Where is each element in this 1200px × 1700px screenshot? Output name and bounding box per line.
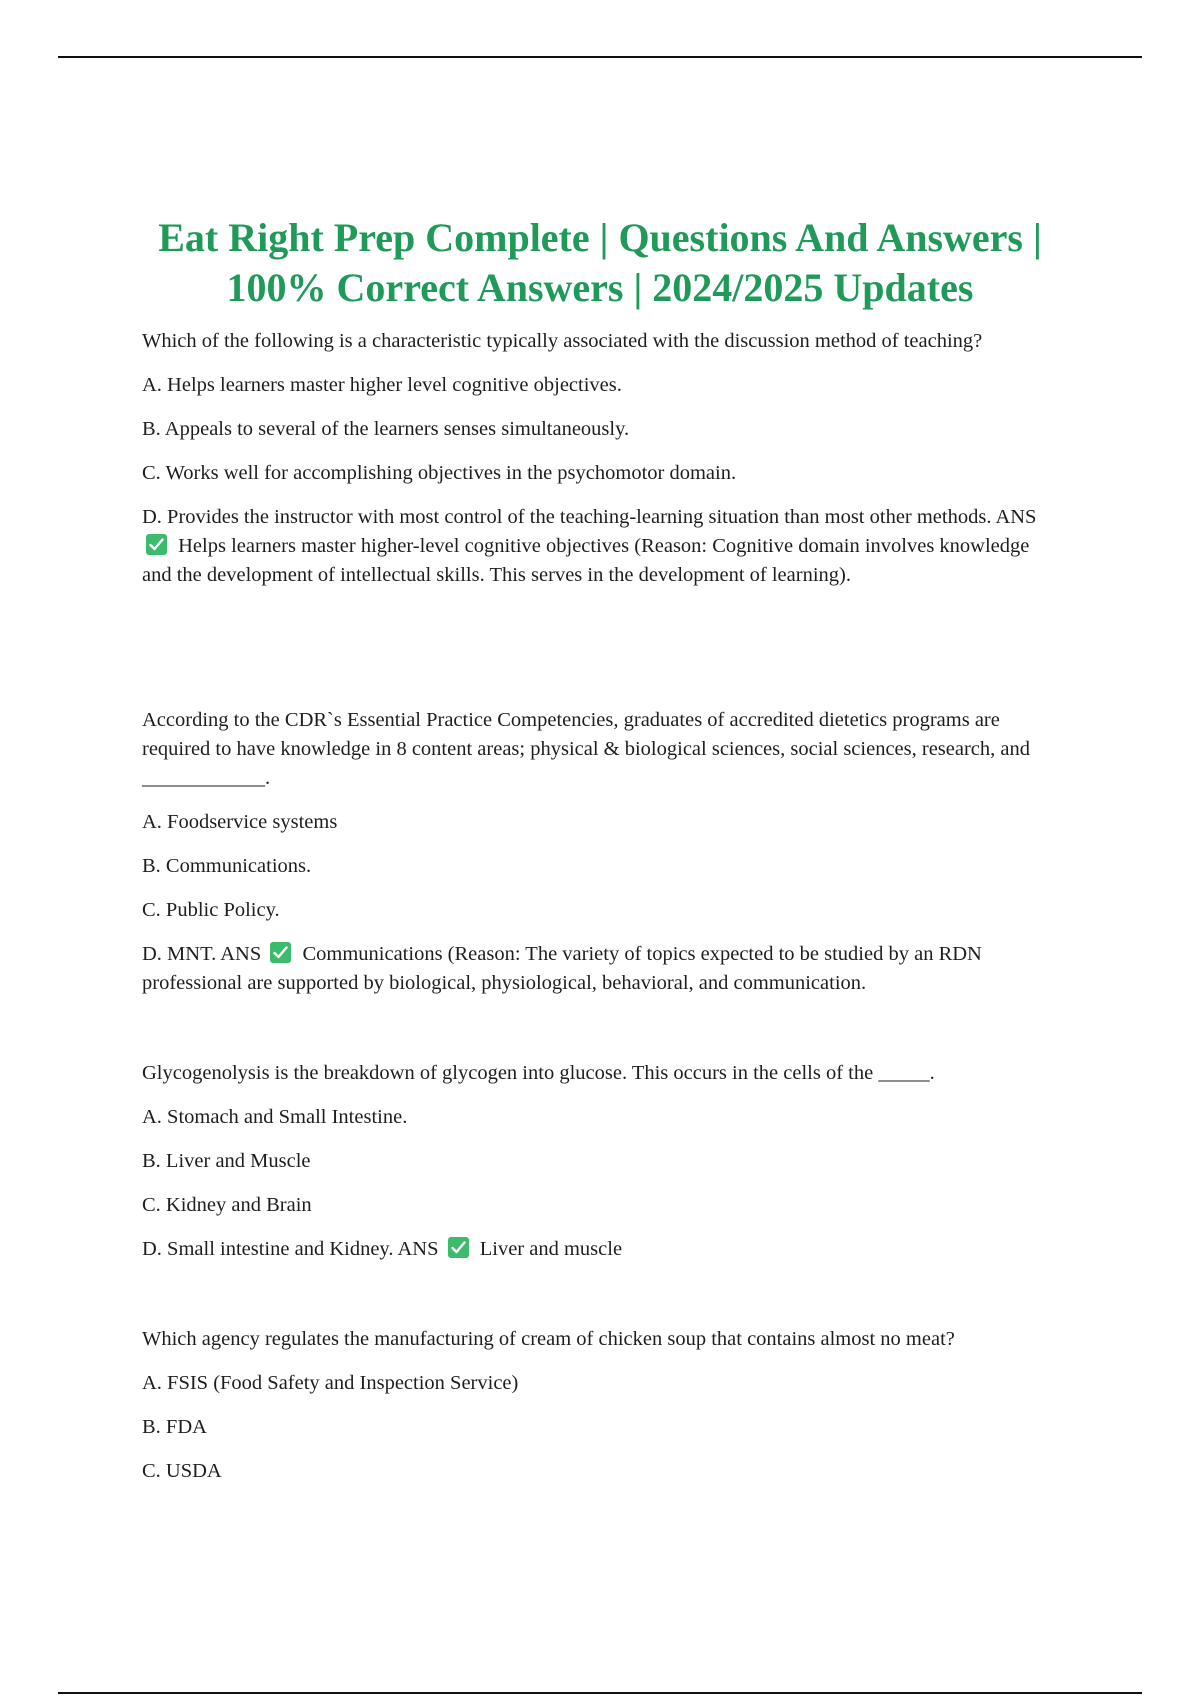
option-d: D. Small intestine and Kidney. ANS — [142, 1238, 439, 1260]
option-b: B. Appeals to several of the learners senses simultaneously. — [142, 418, 630, 440]
option-b: B. FDA — [142, 1416, 207, 1438]
option-c: C. Kidney and Brain — [142, 1194, 312, 1216]
check-mark-icon — [146, 534, 167, 555]
title-line-2: 100% Correct Answers | 2024/2025 Updates — [226, 265, 974, 310]
bottom-rule — [58, 1692, 1142, 1694]
question-4 — [142, 1325, 1062, 1486]
document-title — [100, 213, 1100, 313]
answer-text: Liver and muscle — [479, 1238, 623, 1260]
option-b: B. Communications. — [142, 855, 312, 877]
option-b: B. Liver and Muscle — [142, 1150, 311, 1172]
option-c: C. USDA — [142, 1460, 222, 1482]
check-mark-icon — [448, 1237, 469, 1258]
option-a: A. Foodservice systems — [142, 811, 338, 833]
option-c: C. Public Policy. — [142, 899, 280, 921]
option-a: A. FSIS (Food Safety and Inspection Service) — [142, 1372, 519, 1394]
option-d-with-answer — [142, 503, 1062, 590]
option-c: C. Works well for accomplishing objectives in the psychomotor domain. — [142, 462, 737, 484]
question-stem: Glycogenolysis is the breakdown of glycogen into glucose. This occurs in the cells of the _____. — [142, 1062, 935, 1084]
option-d: D. Provides the instructor with most control of the teaching-learning situation than most other methods. ANS — [142, 506, 1037, 528]
question-stem: According to the CDR`s Essential Practice Competencies, graduates of accredited dietetics programs are required to have knowledge in 8 content areas; physical & biological sciences, social sciences, research, and ____________. — [142, 709, 1030, 789]
option-a: A. Helps learners master higher level cognitive objectives. — [142, 374, 622, 396]
answer-text: Helps learners master higher-level cognitive objectives (Reason: Cognitive domain involves knowledge and the development of intellectual skills. This serves in the development of learning). — [142, 535, 1030, 586]
check-mark-icon — [270, 942, 291, 963]
question-stem: Which agency regulates the manufacturing of cream of chicken soup that contains almost no meat? — [142, 1328, 955, 1350]
answer-text: Communications (Reason: The variety of topics expected to be studied by an RDN professional are supported by biological, physiological, behavioral, and communication. — [142, 943, 982, 994]
question-1 — [142, 327, 1062, 590]
option-d-with-answer — [142, 1235, 1062, 1264]
question-3 — [142, 1059, 1062, 1264]
question-2 — [142, 706, 1062, 998]
option-d-with-answer — [142, 940, 1062, 998]
option-d: D. MNT. ANS — [142, 943, 262, 965]
title-line-1: Eat Right Prep Complete | Questions And Answers | — [158, 215, 1042, 260]
question-stem: Which of the following is a characteristic typically associated with the discussion method of teaching? — [142, 330, 983, 352]
option-a: A. Stomach and Small Intestine. — [142, 1106, 408, 1128]
top-rule — [58, 56, 1142, 58]
